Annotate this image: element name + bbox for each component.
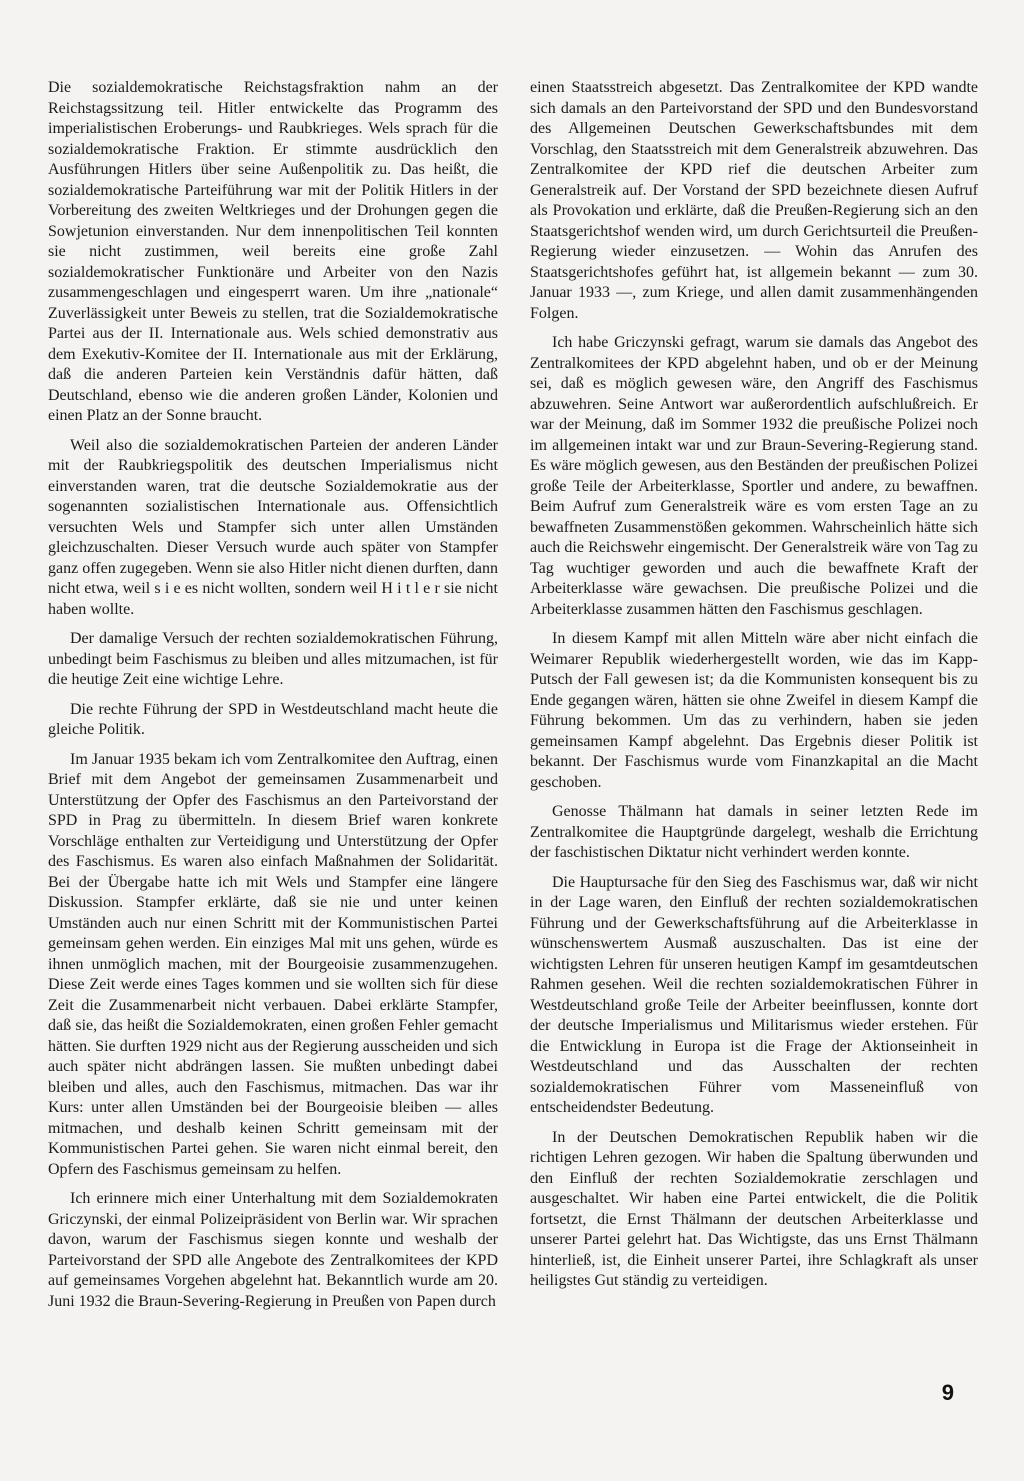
paragraph: Die Hauptursache für den Sieg des Faschismus war, daß wir nicht in der Lage waren, den Einfluß der rechten sozialdemokratischen Führung und der Gewerkschaftsführung auf die Arbeiterklasse in wünschenswertem Ausmaß auszuschalten. Das ist eine der wichtigsten Lehren für unseren heutigen Kampf im gesamtdeutschen Rahmen gesehen. Weil die rechten sozialdemokratischen Führer in Westdeutschland große Teile der Arbeiter beeinflussen, konnte dort der deutsche Imperialismus und Militarismus wieder erstehen. Für die Entwicklung in Europa ist die Frage der Aktionseinheit in Westdeutschland und das Ausschalten der rechten sozialdemokratischen Führer vom Masseneinfluß von entscheidendster Bedeutung. <box>530 873 978 1116</box>
left-column <box>48 78 498 1321</box>
paragraph: Weil also die sozialdemokratischen Parteien der anderen Länder mit der Raubkriegspolitik des deutschen Imperialismus nicht einverstanden waren, trat die deutsche Sozialdemokratie aus der sogenannten sozialistischen Internationale aus. Offensichtlich versuchten Wels und Stampfer sich unter allen Umständen gleichzuschalten. Dieser Versuch wurde auch später von Stampfer ganz offen zugegeben. Wenn sie also Hitler nicht dienen durften, dann nicht etwa, weil s i e es nicht wollten, sondern weil H i t l e r sie nicht haben wollte. <box>48 436 498 618</box>
paragraph: In diesem Kampf mit allen Mitteln wäre aber nicht einfach die Weimarer Republik wiederhergestellt worden, wie das im Kapp-Putsch der Fall gewesen ist; da die Kommunisten konsequent bis zu Ende gegangen wären, hätten sie ohne Zweifel in diesem Kampf die Führung bekommen. Um das zu verhindern, haben sie jeden gemeinsamen Kampf abgelehnt. Das Ergebnis dieser Politik ist bekannt. Der Faschismus wurde vom Finanzkapital an die Macht geschoben. <box>530 630 978 791</box>
paragraph: Ich habe Griczynski gefragt, warum sie damals das Angebot des Zentralkomitees der KPD abgelehnt haben, und ob er der Meinung sei, daß es möglich gewesen wäre, den Angriff des Faschismus abzuwehren. Seine Antwort war außerordentlich aufschlußreich. Er war der Meinung, daß im Sommer 1932 die preußische Polizei noch im allgemeinen intakt war und zur Braun-Severing-Regierung stand. Es wäre möglich gewesen, aus den Beständen der preußischen Polizei große Teile der Arbeiterklasse, Sportler und andere, zu bewaffnen. Beim Aufruf zum Generalstreik wäre es vom ersten Tage an zu bewaffneten Zusammenstößen gekommen. Wahrscheinlich hätte sich auch die Reichswehr eingemischt. Der Generalstreik wäre von Tag zu Tag wuchtiger geworden und auch die bewaffnete Kraft der Arbeiterklasse wäre gewachsen. Die preußische Polizei und die Arbeiterklasse zusammen hätten den Faschismus geschlagen. <box>530 334 978 618</box>
paragraph: Der damalige Versuch der rechten sozialdemokratischen Führung, unbedingt beim Faschismus zu bleiben und alles mitzumachen, ist für die heutige Zeit eine wichtige Lehre. <box>48 630 498 688</box>
paragraph-continuation: einen Staatsstreich abgesetzt. Das Zentralkomitee der KPD wandte sich damals an den Parteivorstand der SPD und den Bundesvorstand des Allgemeinen Deutschen Gewerkschaftsbundes mit dem Vorschlag, den Staatsstreich mit dem Generalstreik abzuwehren. Das Zentralkomitee der KPD rief die deutschen Arbeiter zum Generalstreik auf. Der Vorstand der SPD bezeichnete diesen Aufruf als Provokation und erklärte, daß die Preußen-Regierung sich an den Staatsgerichtshof wenden wird, um durch Gerichtsurteil die Preußen-Regierung wieder einzusetzen. — Wohin das Anrufen des Staatsgerichtshofes geführt hat, ist allgemein bekannt — zum 30. Januar 1933 —, zum Kriege, und allen damit zusammenhängenden Folgen. <box>530 79 978 322</box>
paragraph: In der Deutschen Demokratischen Republik haben wir die richtigen Lehren gezogen. Wir haben die Spaltung überwunden und den Einfluß der rechten Sozialdemokratie zerschlagen und ausgeschaltet. Wir haben eine Partei entwickelt, die die Politik fortsetzt, die Ernst Thälmann der deutschen Arbeiterklasse und unserer Partei gelehrt hat. Das Wichtigste, das uns Ernst Thälmann hinterließ, ist, die Einheit unserer Partei, ihre Schlagkraft als unser heiligstes Gut ständig zu verteidigen. <box>530 1128 978 1289</box>
paragraph: Im Januar 1935 bekam ich vom Zentralkomitee den Auftrag, einen Brief mit dem Angebot der gemeinsamen Zusammenarbeit und Unterstützung der Opfer des Faschismus an den Parteivorstand der SPD in Prag zu übermitteln. In diesem Brief waren konkrete Vorschläge enthalten zur Verteidigung und Unterstützung der Opfer des Faschismus. Es waren also einfach Maßnahmen der Solidarität. Bei der Übergabe hatte ich mit Wels und Stampfer eine längere Diskussion. Stampfer erklärte, daß sie nie und unter keinen Umständen auch nur einen Schritt mit der Kommunistischen Partei gemeinsam gehen werden. Ein einziges Mal mit uns gehen, würde es ihnen unmöglich machen, mit der Bourgeoisie zusammenzugehen. Diese Zeit werde eines Tages kommen und sie wollten sich für diese Zeit die Zusammenarbeit nicht verbauen. Dabei erklärte Stampfer, daß sie, das heißt die Sozialdemokraten, einen großen Fehler gemacht hätten. Sie durften 1929 nicht aus der Regierung ausscheiden und sich auch später nicht abdrängen lassen. Sie mußten unbedingt dabei bleiben und alles, auch den Faschismus, mitmachen. Das war ihr Kurs: unter allen Umständen bei der Bourgeoisie bleiben — alles mitmachen, und deshalb keinen Schritt gemeinsam mit der Kommunistischen Partei gehen. Sie waren nicht einmal bereit, den Opfern des Faschismus gemeinsam zu helfen. <box>48 750 498 1178</box>
paragraph: Die sozialdemokratische Reichstagsfraktion nahm an der Reichstagssitzung teil. Hitler entwickelte das Programm des imperialistischen Eroberungs- und Raubkrieges. Wels sprach für die sozialdemokratische Fraktion. Er stimmte ausdrücklich den Ausführungen Hitlers über seine Außenpolitik zu. Das heißt, die sozialdemokratische Parteiführung war mit der Politik Hitlers in der Vorbereitung des zweiten Weltkrieges und der Drohungen gegen die Sowjetunion einverstanden. Nur dem innenpolitischen Teil konnten sie nicht zustimmen, weil bereits eine große Zahl sozialdemokratischer Funktionäre und Arbeiter von den Nazis zusammengeschlagen und eingesperrt waren. Um ihre „nationale“ Zuverlässigkeit unter Beweis zu stellen, trat die Sozialdemokratische Partei aus der II. Internationale aus. Wels schied demonstrativ aus dem Exekutiv-Komitee der II. Internationale aus mit der Erklärung, daß die anderen Parteien kein Verständnis dafür hätten, daß Deutschland, ebenso wie die anderen großen Länder, Kolonien und einen Platz an der Sonne braucht. <box>48 79 498 424</box>
page-number: 9 <box>941 1380 954 1405</box>
paragraph: Ich erinnere mich einer Unterhaltung mit dem Sozialdemokraten Griczynski, der einmal Polizeipräsident von Berlin war. Wir sprachen davon, warum der Faschismus siegen konnte und weshalb der Parteivorstand der SPD alle Angebote des Zentralkomitees der KPD auf gemeinsames Vorgehen abgelehnt hat. Bekanntlich wurde am 20. Juni 1932 die Braun-Severing-Regierung in Preußen von Papen durch <box>48 1190 498 1310</box>
right-column <box>530 78 978 1301</box>
paragraph: Genosse Thälmann hat damals in seiner letzten Rede im Zentralkomitee die Hauptgründe dargelegt, weshalb die Errichtung der faschistischen Diktatur nicht verhindert werden konnte. <box>530 803 978 861</box>
paragraph: Die rechte Führung der SPD in Westdeutschland macht heute die gleiche Politik. <box>48 700 498 738</box>
